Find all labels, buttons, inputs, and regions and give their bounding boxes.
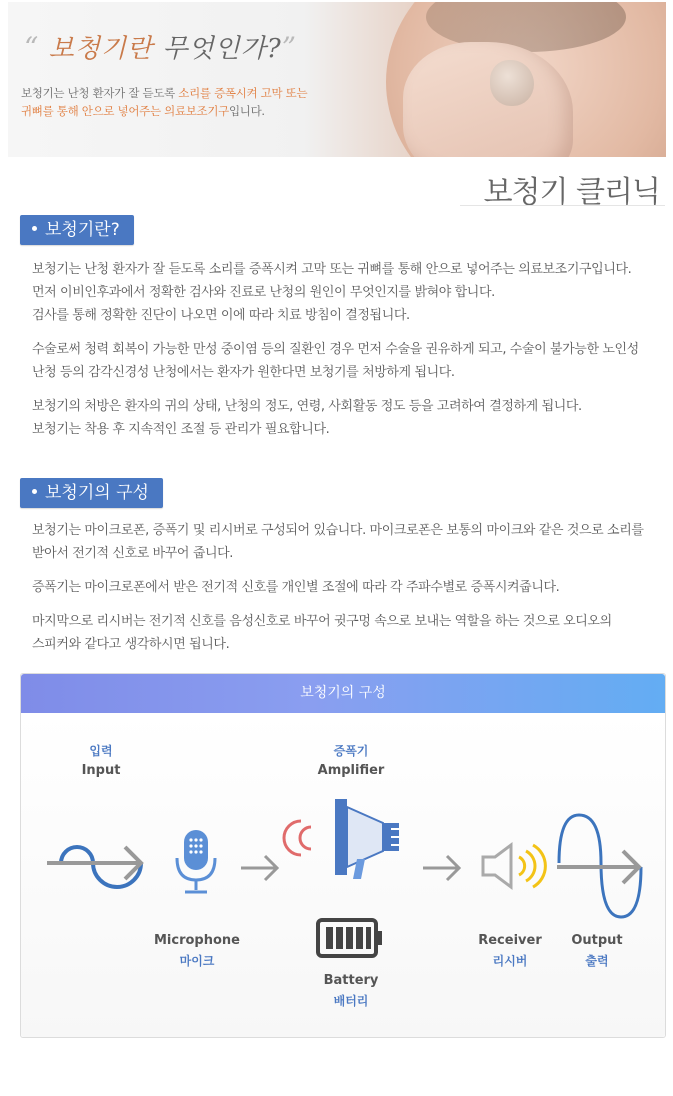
text-line: 마지막으로 리시버는 전기적 신호를 음성신호로 바꾸어 귓구멍 속으로 보내는 역할을 하는 것으로 오디오의 — [32, 614, 612, 629]
megaphone-amplifier-icon — [291, 793, 411, 883]
section1-paragraph-3 — [32, 395, 668, 441]
section-title-composition — [20, 478, 163, 508]
microphone-label — [149, 931, 245, 971]
input-label-en: Input — [81, 763, 121, 778]
banner-desc-text2: 입니다. — [228, 104, 265, 118]
receiver-label — [471, 931, 549, 971]
arrow-right-icon — [239, 848, 284, 888]
battery-label — [301, 971, 401, 1011]
banner-desc-text1: 보청기는 난청 환자가 잘 듣도록 — [21, 86, 179, 100]
text-line: 증폭기는 마이크로폰에서 받은 전기적 신호를 개인별 조절에 따라 각 주파수별로 증폭시켜줍니다. — [32, 580, 560, 595]
bullet-icon — [32, 489, 37, 494]
banner-title-part1: 보청기란 — [48, 34, 154, 64]
section1-paragraph-2 — [32, 338, 668, 384]
hero-banner — [8, 2, 666, 157]
battery-label-en: Battery — [323, 973, 379, 988]
arrow-right-icon — [421, 848, 466, 888]
amplifier-label — [301, 741, 401, 781]
section-title-what-is — [20, 215, 134, 245]
bullet-icon — [32, 226, 37, 231]
section1-paragraph-1 — [32, 258, 668, 327]
text-line: 수술로써 청력 회복이 가능한 만성 중이염 등의 질환인 경우 먼저 수술을 권유하게 되고, 수술이 불가능한 노인성 — [32, 342, 639, 357]
banner-hearing-aid-device — [490, 60, 534, 106]
text-line: 보청기는 난청 환자가 잘 듣도록 소리를 증폭시켜 고막 또는 귀뼈를 통해 안으로 넣어주는 의료보조기구입니다. — [32, 262, 632, 277]
section2-paragraph-2 — [32, 576, 668, 599]
battery-icon — [316, 918, 386, 960]
banner-title — [24, 28, 297, 65]
text-line: 보청기는 마이크로폰, 증폭기 및 리시버로 구성되어 있습니다. 마이크로폰은 보통의 마이크와 같은 것으로 소리를 — [32, 523, 644, 538]
amplifier-label-en: Amplifier — [317, 763, 385, 778]
receiver-label-kr: 리시버 — [492, 954, 528, 968]
close-quote: ” — [281, 31, 298, 64]
diagram-body — [21, 713, 665, 1037]
text-line: 난청 등의 감각신경성 난청에서는 환자가 원한다면 보청기를 처방하게 됩니다. — [32, 365, 455, 380]
microphone-icon — [171, 828, 221, 898]
input-label-kr: 입력 — [89, 744, 113, 758]
text-line: 스피커와 같다고 생각하시면 됩니다. — [32, 637, 230, 652]
page-title: 보청기 클리닉 — [483, 175, 660, 210]
section2-paragraph-1 — [32, 519, 668, 565]
speaker-receiver-icon — [479, 841, 549, 891]
diagram-header: 보청기의 구성 — [21, 674, 665, 713]
banner-title-part2: 무엇인가? — [162, 34, 282, 64]
text-line: 보청기의 처방은 환자의 귀의 상태, 난청의 정도, 연령, 사회활동 정도 등을 고려하여 결정하게 됩니다. — [32, 399, 582, 414]
section-title-text: 보청기의 구성 — [45, 483, 149, 503]
input-wave-icon — [45, 833, 155, 893]
microphone-label-en: Microphone — [153, 933, 240, 948]
amplifier-label-kr: 증폭기 — [333, 744, 369, 758]
banner-description — [21, 84, 351, 120]
banner-desc-highlight2: 귀뼈를 통해 안으로 넣어주는 의료보조기구 — [21, 104, 229, 118]
text-line: 받아서 전기적 신호로 바꾸어 줍니다. — [32, 546, 234, 561]
title-divider — [460, 205, 665, 206]
output-label — [561, 931, 633, 971]
output-label-en: Output — [571, 933, 623, 948]
input-label — [61, 741, 141, 781]
text-line: 보청기는 착용 후 지속적인 조절 등 관리가 필요합니다. — [32, 422, 330, 437]
hearing-aid-diagram — [20, 673, 666, 1038]
text-line: 먼저 이비인후과에서 정확한 검사와 진료로 난청의 원인이 무엇인지를 밝혀야 합니다. — [32, 285, 495, 300]
output-label-kr: 출력 — [585, 954, 609, 968]
section2-paragraph-3 — [32, 610, 668, 656]
microphone-label-kr: 마이크 — [179, 954, 215, 968]
output-wave-icon — [555, 813, 650, 923]
text-line: 검사를 통해 정확한 진단이 나오면 이에 따라 치료 방침이 결정됩니다. — [32, 308, 410, 323]
battery-label-kr: 배터리 — [333, 994, 369, 1008]
section-title-text: 보청기란? — [45, 220, 120, 240]
receiver-label-en: Receiver — [478, 933, 542, 948]
banner-desc-highlight1: 소리를 증폭시켜 고막 또는 — [178, 86, 308, 100]
open-quote: “ — [24, 31, 40, 64]
